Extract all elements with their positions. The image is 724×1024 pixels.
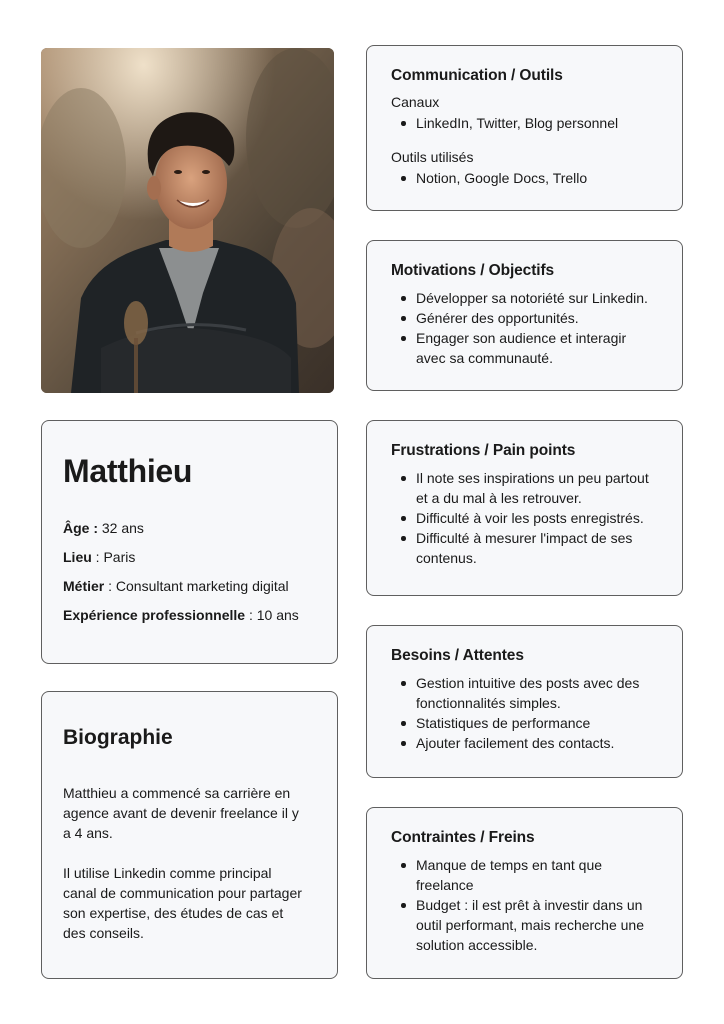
frustrations-title: Frustrations / Pain points [391,442,576,459]
list-item: Difficulté à voir les posts enregistrés. [401,508,661,528]
age-value: 32 ans [98,520,144,536]
list-item: LinkedIn, Twitter, Blog personnel [401,113,658,133]
list-item: Il note ses inspirations un peu partout et a du mal à les retrouver. [401,468,661,508]
list-item: Difficulté à mesurer l'impact de ses contenus. [401,528,661,568]
needs-card [366,625,683,778]
location-value: : Paris [91,549,136,565]
tools-label: Outils utilisés [391,149,474,165]
identity-card [41,420,338,664]
age-label: Âge : [63,520,98,536]
biography-paragraph: Matthieu a commencé sa carrière en agence avant de devenir freelance il y a 4 ans. [63,785,299,841]
frustrations-list [391,468,661,568]
biography-card [41,691,338,979]
biography-title: Biographie [63,726,173,749]
list-item: Budget : il est prêt à investir dans un outil performant, mais recherche une solution accessible. [401,895,661,955]
constraints-title: Contraintes / Freins [391,829,535,846]
age-field [63,519,316,537]
channels-list [391,113,658,133]
location-field [63,548,316,566]
communication-card [366,45,683,211]
list-item: Ajouter facilement des contacts. [401,733,661,753]
portrait-image-icon [41,48,334,393]
experience-label: Expérience professionnelle [63,607,246,623]
tools-list [391,168,658,188]
constraints-card [366,807,683,979]
persona-name: Matthieu [63,453,193,489]
constraints-list [391,855,661,955]
motivations-card [366,240,683,391]
list-item: Notion, Google Docs, Trello [401,168,658,188]
biography-paragraph: Il utilise Linkedin comme principal canal de communication pour partager son expertise, des études de cas et des conseils. [63,865,302,941]
list-item: Générer des opportunités. [401,308,658,328]
motivations-list [391,288,658,368]
channels-label: Canaux [391,94,440,110]
location-label: Lieu [63,549,92,565]
experience-value: : 10 ans [245,607,299,623]
list-item: Statistiques de performance [401,713,661,733]
list-item: Développer sa notoriété sur Linkedin. [401,288,658,308]
job-field [63,577,316,595]
needs-list [391,673,661,753]
communication-title: Communication / Outils [391,67,563,84]
list-item: Manque de temps en tant que freelance [401,855,661,895]
experience-field [63,606,316,624]
job-value: : Consultant marketing digital [104,578,289,594]
persona-photo [41,48,334,393]
job-label: Métier [63,578,105,594]
list-item: Engager son audience et interagir avec sa communauté. [401,328,658,368]
frustrations-card [366,420,683,596]
motivations-title: Motivations / Objectifs [391,262,555,279]
list-item: Gestion intuitive des posts avec des fonctionnalités simples. [401,673,661,713]
needs-title: Besoins / Attentes [391,647,524,664]
